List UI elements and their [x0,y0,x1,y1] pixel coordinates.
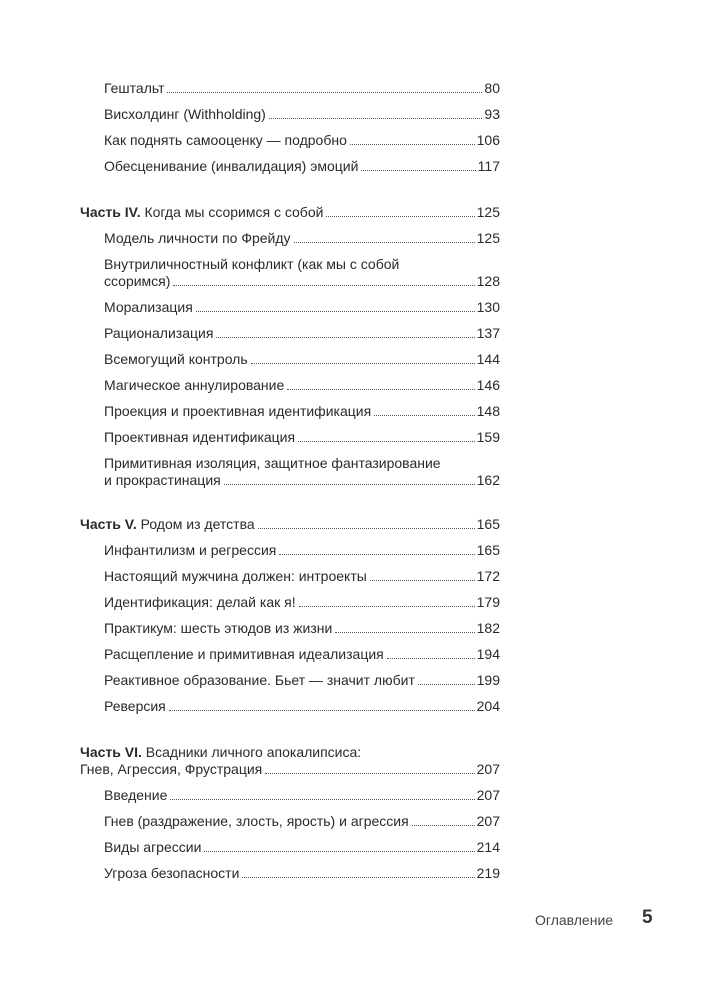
toc-entry-title: Инфантилизм и регрессия [104,542,277,558]
toc-entry [80,646,500,663]
part-label: Часть IV. [80,204,141,220]
toc-entry-title: Реактивное образование. Бьет — значит любит [104,672,415,688]
toc-page-number: 194 [476,646,500,662]
toc-page-number: 199 [476,672,500,688]
toc-page-number: 182 [476,620,500,636]
toc-entry-title: Идентификация: делай как я! [104,594,296,610]
toc-entry-first-line: Внутриличностный конфликт (как мы с собой [104,256,400,272]
toc-entry-title: Модель личности по Фрейду [104,230,291,246]
toc-page-number: 219 [476,865,500,881]
part-title-lead: Всадники личного апокалипсиса: [141,744,362,760]
toc-entry [80,620,500,637]
toc-page-number: 106 [476,132,500,148]
toc-entry [80,299,500,316]
dot-leader [258,528,475,529]
toc-page-number: 146 [476,377,500,393]
toc-page-number: 125 [476,230,500,246]
part-title: Родом из детства [136,516,255,532]
dot-leader [374,415,474,416]
toc-entry-title: Расщепление и примитивная идеализация [104,646,384,662]
toc-page-number: 144 [476,351,500,367]
toc-entry-title: Введение [104,787,168,803]
toc-page-number: 130 [476,299,500,315]
toc-entry-title: Гнев, Агрессия, Фрустрация [80,761,263,777]
toc-entry [80,230,500,247]
toc-entry [80,698,500,715]
toc-entry [80,839,500,856]
toc-entry-title: Проективная идентификация [104,429,296,445]
toc-entry [80,865,500,882]
toc-entry-title: Угроза безопасности [104,865,240,881]
toc-entry-title: Рационализация [104,325,214,341]
toc-entry-first-line [80,744,500,761]
toc-page-number: 125 [476,204,500,220]
toc-page-number: 162 [476,472,500,488]
part-label: Часть V. [80,516,137,532]
toc-entry-title: Практикум: шесть этюдов из жизни [104,620,333,636]
toc-entry-title: Морализация [104,299,193,315]
toc-page-number: 172 [476,568,500,584]
toc-entry [80,542,500,559]
toc-entry-title: Виды агрессии [104,839,202,855]
dot-leader [224,484,475,485]
toc-page-number: 80 [484,80,500,96]
dot-leader [216,337,474,338]
part-label: Часть VI. [80,744,142,760]
dot-leader [242,877,474,878]
toc-entry [80,429,500,446]
toc-page-number: 165 [476,542,500,558]
dot-leader [279,554,474,555]
toc-entry [80,568,500,585]
toc-entry-title: Магическое аннулирование [104,377,285,393]
part-title: Когда мы ссоримся с собой [140,204,324,220]
toc-entry [80,455,500,489]
dot-leader [326,216,474,217]
toc-entry [80,594,500,611]
dot-leader [387,658,475,659]
toc-page-number: 128 [476,273,500,289]
toc-page-number: 137 [476,325,500,341]
toc-entry [80,403,500,420]
toc-entry-title: Всемогущий контроль [104,351,248,367]
running-footer-title: Оглавление [535,912,614,928]
toc-entry [80,80,500,97]
dot-leader [251,363,475,364]
toc-entry-title: Реверсия [104,698,166,714]
toc-page-number: 204 [476,698,500,714]
dot-leader [265,773,474,774]
toc-entry [80,351,500,368]
toc-page-number: 117 [477,158,500,174]
dot-leader [167,92,482,93]
dot-leader [169,710,475,711]
toc-entry-title [80,204,323,221]
toc-part-entry [80,204,500,221]
toc-page-number: 207 [476,761,500,777]
dot-leader [170,799,474,800]
dot-leader [412,825,475,826]
toc-page-number: 93 [484,106,500,122]
dot-leader [298,441,475,442]
toc-part-entry [80,516,500,533]
toc-part-entry [80,744,500,778]
toc-entry-title [80,516,255,533]
toc-entry-title: Гнев (раздражение, злость, ярость) и агрессия [104,813,409,829]
toc-entry-title: Настоящий мужчина должен: интроекты [104,568,367,584]
page-number: 5 [642,907,653,928]
dot-leader [335,632,474,633]
toc-entry [80,672,500,689]
toc-entry-title: ссоримся) [104,273,171,289]
toc-page-number: 214 [476,839,500,855]
dot-leader [204,851,474,852]
toc-entry [80,787,500,804]
toc-entry-title: Обесценивание (инвалидация) эмоций [104,158,359,174]
toc-page-number: 148 [476,403,500,419]
toc-page-number: 179 [476,594,500,610]
dot-leader [196,311,475,312]
toc-entry-title: Гештальт [104,80,165,96]
toc-entry [80,377,500,394]
dot-leader [294,242,475,243]
toc-entry [80,325,500,342]
dot-leader [370,580,475,581]
toc-entry-first-line: Примитивная изоляция, защитное фантазирование [104,455,441,471]
dot-leader [299,606,475,607]
toc-entry [80,132,500,149]
toc-page-number: 207 [476,813,500,829]
toc-entry-title: Как поднять самооценку — подробно [104,132,347,148]
toc-entry-title: и прокрастинация [104,472,221,488]
dot-leader [287,389,474,390]
dot-leader [350,144,475,145]
toc-entry [80,256,500,290]
dot-leader [173,285,474,286]
dot-leader [361,170,475,171]
dot-leader [269,118,483,119]
toc-entry [80,158,500,175]
toc-page-number: 207 [476,787,500,803]
toc-page-number: 159 [476,429,500,445]
toc-entry [80,106,500,123]
toc-entry-title: Проекция и проективная идентификация [104,403,372,419]
toc-entry-title: Висхолдинг (Withholding) [104,106,266,122]
toc-entry [80,813,500,830]
toc-page-number: 165 [476,516,500,532]
dot-leader [418,684,475,685]
